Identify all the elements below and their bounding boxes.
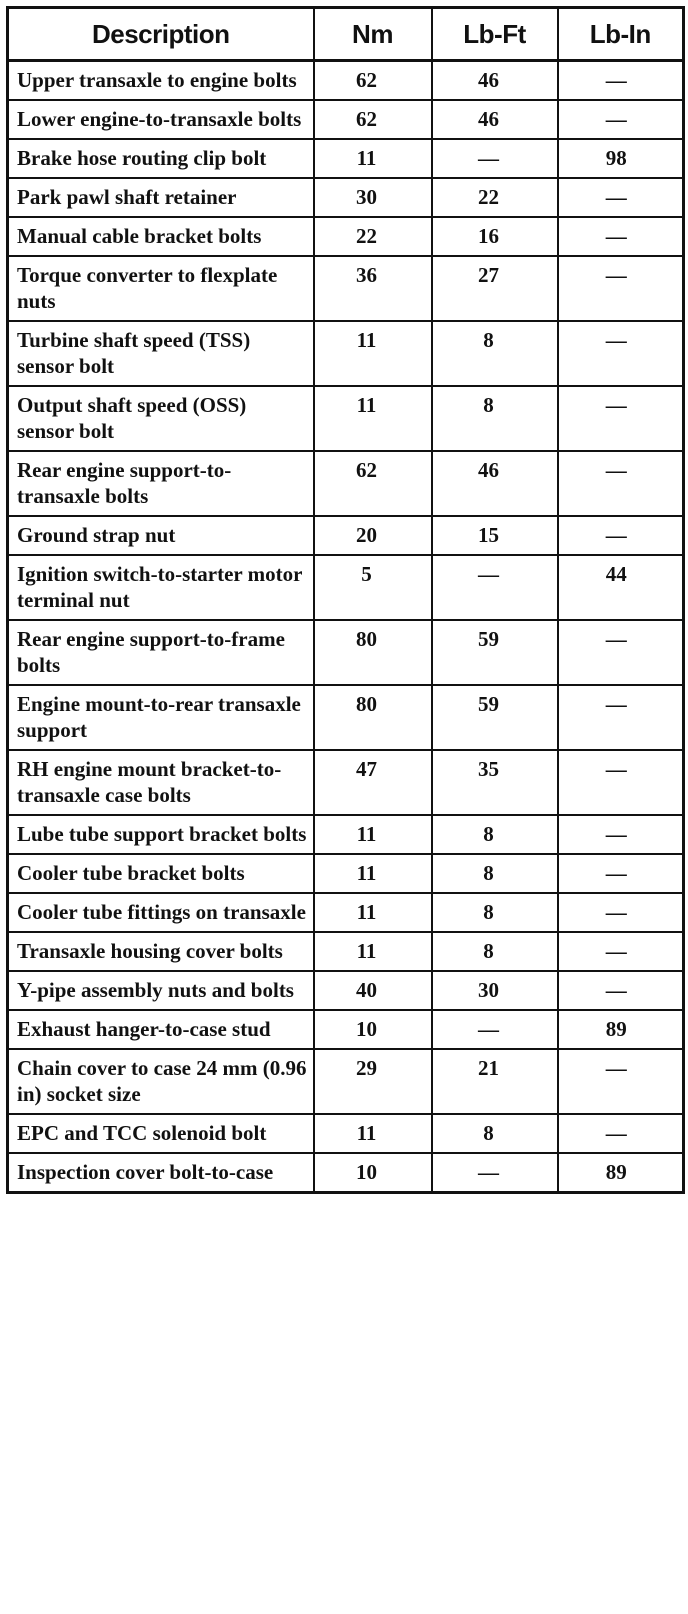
lb-ft-cell: 8: [432, 1114, 558, 1153]
table-row: [8, 256, 684, 321]
lb-in-cell: —: [558, 516, 684, 555]
nm-cell: 62: [314, 100, 432, 139]
lb-ft-cell: 21: [432, 1049, 558, 1114]
lb-ft-cell: 22: [432, 178, 558, 217]
table-row: [8, 61, 684, 101]
torque-spec-table: [6, 6, 685, 1194]
table-row: [8, 893, 684, 932]
nm-cell: 11: [314, 1114, 432, 1153]
nm-cell: 11: [314, 854, 432, 893]
lb-ft-cell: —: [432, 1153, 558, 1193]
lb-in-cell: —: [558, 217, 684, 256]
nm-cell: 20: [314, 516, 432, 555]
lb-ft-cell: 8: [432, 854, 558, 893]
description-cell: Exhaust hanger-to-case stud: [8, 1010, 314, 1049]
nm-cell: 62: [314, 61, 432, 101]
lb-ft-cell: 46: [432, 451, 558, 516]
lb-ft-cell: 8: [432, 386, 558, 451]
lb-in-cell: 89: [558, 1010, 684, 1049]
table-row: [8, 139, 684, 178]
lb-ft-cell: 59: [432, 685, 558, 750]
lb-in-cell: —: [558, 178, 684, 217]
table-row: [8, 971, 684, 1010]
table-row: [8, 1114, 684, 1153]
nm-cell: 40: [314, 971, 432, 1010]
lb-ft-cell: 8: [432, 321, 558, 386]
nm-cell: 80: [314, 620, 432, 685]
description-cell: Engine mount-to-rear transaxle support: [8, 685, 314, 750]
column-header-lb-in: Lb-In: [558, 8, 684, 61]
description-cell: Lower engine-to-transaxle bolts: [8, 100, 314, 139]
lb-ft-cell: 16: [432, 217, 558, 256]
table-body: [8, 61, 684, 1193]
lb-ft-cell: 8: [432, 893, 558, 932]
lb-ft-cell: 8: [432, 932, 558, 971]
lb-in-cell: —: [558, 386, 684, 451]
table-row: [8, 451, 684, 516]
lb-in-cell: —: [558, 750, 684, 815]
table-row: [8, 386, 684, 451]
table-row: [8, 1153, 684, 1193]
description-cell: Transaxle housing cover bolts: [8, 932, 314, 971]
table-header: [8, 8, 684, 61]
lb-in-cell: 44: [558, 555, 684, 620]
nm-cell: 29: [314, 1049, 432, 1114]
description-cell: Manual cable bracket bolts: [8, 217, 314, 256]
description-cell: Rear engine support-to-transaxle bolts: [8, 451, 314, 516]
table-row: [8, 750, 684, 815]
torque-spec-page: [6, 6, 682, 1194]
lb-in-cell: 98: [558, 139, 684, 178]
nm-cell: 10: [314, 1153, 432, 1193]
lb-in-cell: —: [558, 893, 684, 932]
lb-in-cell: —: [558, 971, 684, 1010]
nm-cell: 47: [314, 750, 432, 815]
description-cell: Brake hose routing clip bolt: [8, 139, 314, 178]
description-cell: Turbine shaft speed (TSS) sensor bolt: [8, 321, 314, 386]
lb-in-cell: —: [558, 100, 684, 139]
lb-in-cell: —: [558, 815, 684, 854]
column-header-nm: Nm: [314, 8, 432, 61]
lb-in-cell: —: [558, 932, 684, 971]
lb-in-cell: 89: [558, 1153, 684, 1193]
description-cell: Cooler tube bracket bolts: [8, 854, 314, 893]
nm-cell: 11: [314, 321, 432, 386]
lb-in-cell: —: [558, 620, 684, 685]
table-row: [8, 516, 684, 555]
description-cell: Torque converter to flexplate nuts: [8, 256, 314, 321]
description-cell: Lube tube support bracket bolts: [8, 815, 314, 854]
table-row: [8, 1049, 684, 1114]
table-row: [8, 932, 684, 971]
lb-ft-cell: 30: [432, 971, 558, 1010]
lb-in-cell: —: [558, 61, 684, 101]
lb-ft-cell: 15: [432, 516, 558, 555]
table-row: [8, 321, 684, 386]
description-cell: Park pawl shaft retainer: [8, 178, 314, 217]
lb-in-cell: —: [558, 854, 684, 893]
lb-ft-cell: —: [432, 139, 558, 178]
table-row: [8, 217, 684, 256]
nm-cell: 30: [314, 178, 432, 217]
nm-cell: 11: [314, 815, 432, 854]
table-row: [8, 1010, 684, 1049]
nm-cell: 36: [314, 256, 432, 321]
description-cell: Cooler tube fittings on transaxle: [8, 893, 314, 932]
column-header-description: Description: [8, 8, 314, 61]
lb-ft-cell: 46: [432, 100, 558, 139]
description-cell: Upper transaxle to engine bolts: [8, 61, 314, 101]
lb-in-cell: —: [558, 256, 684, 321]
description-cell: RH engine mount bracket-to-transaxle case bolts: [8, 750, 314, 815]
lb-ft-cell: 46: [432, 61, 558, 101]
table-row: [8, 854, 684, 893]
table-row: [8, 685, 684, 750]
lb-in-cell: —: [558, 321, 684, 386]
lb-in-cell: —: [558, 451, 684, 516]
header-row: [8, 8, 684, 61]
lb-ft-cell: 27: [432, 256, 558, 321]
lb-in-cell: —: [558, 685, 684, 750]
nm-cell: 11: [314, 893, 432, 932]
table-row: [8, 815, 684, 854]
description-cell: Rear engine support-to-frame bolts: [8, 620, 314, 685]
lb-in-cell: —: [558, 1114, 684, 1153]
description-cell: Output shaft speed (OSS) sensor bolt: [8, 386, 314, 451]
lb-ft-cell: —: [432, 555, 558, 620]
column-header-lb-ft: Lb-Ft: [432, 8, 558, 61]
lb-ft-cell: —: [432, 1010, 558, 1049]
lb-ft-cell: 59: [432, 620, 558, 685]
lb-in-cell: —: [558, 1049, 684, 1114]
nm-cell: 5: [314, 555, 432, 620]
nm-cell: 62: [314, 451, 432, 516]
description-cell: Inspection cover bolt-to-case: [8, 1153, 314, 1193]
table-row: [8, 555, 684, 620]
table-row: [8, 100, 684, 139]
description-cell: Y-pipe assembly nuts and bolts: [8, 971, 314, 1010]
nm-cell: 22: [314, 217, 432, 256]
nm-cell: 11: [314, 139, 432, 178]
description-cell: Ground strap nut: [8, 516, 314, 555]
nm-cell: 10: [314, 1010, 432, 1049]
table-row: [8, 620, 684, 685]
nm-cell: 11: [314, 932, 432, 971]
description-cell: EPC and TCC solenoid bolt: [8, 1114, 314, 1153]
table-row: [8, 178, 684, 217]
lb-ft-cell: 35: [432, 750, 558, 815]
description-cell: Ignition switch-to-starter motor terminal nut: [8, 555, 314, 620]
nm-cell: 11: [314, 386, 432, 451]
nm-cell: 80: [314, 685, 432, 750]
lb-ft-cell: 8: [432, 815, 558, 854]
description-cell: Chain cover to case 24 mm (0.96 in) socket size: [8, 1049, 314, 1114]
